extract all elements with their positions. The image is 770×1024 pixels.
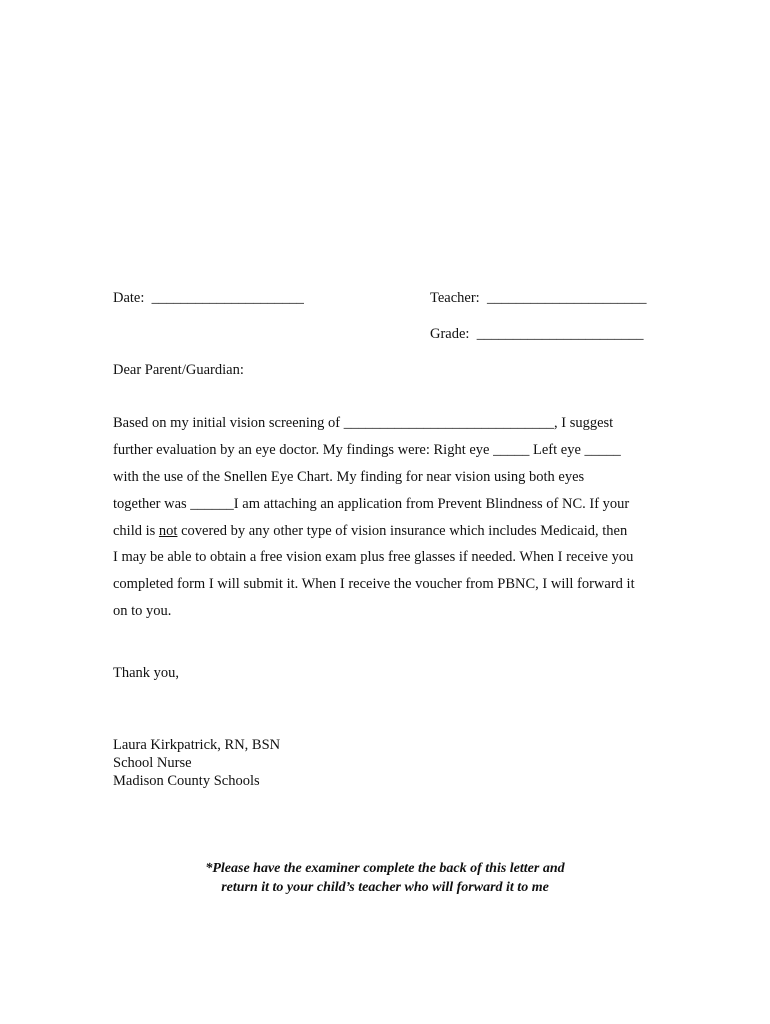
salutation: Dear Parent/Guardian: [113, 362, 244, 378]
body-line-7: completed form I will submit it. When I receive the voucher from PBNC, I will forward it [113, 576, 635, 592]
grade-blank: _______________________ [476, 326, 644, 342]
teacher-blank: ______________________ [486, 290, 647, 306]
body-line-2: further evaluation by an eye doctor. My findings were: Right eye _____ Left eye _____ [113, 442, 621, 458]
body-line-1: Based on my initial vision screening of _____________________________, I suggest [113, 415, 614, 431]
date-label: Date: [113, 290, 145, 306]
closing: Thank you, [113, 665, 180, 681]
body-line-6: I may be able to obtain a free vision exam plus free glasses if needed. When I receive you [113, 549, 634, 565]
footnote-line-1: *Please have the examiner complete the back of this letter and [205, 861, 565, 876]
grade-label: Grade: [430, 326, 470, 342]
signature-name: Laura Kirkpatrick, RN, BSN [113, 737, 281, 753]
teacher-label: Teacher: [430, 290, 480, 306]
body-line-5 [113, 523, 627, 539]
body-line-4: together was ______I am attaching an application from Prevent Blindness of NC. If your [113, 496, 630, 512]
emphasis-not: not [158, 523, 178, 539]
signature-title: School Nurse [113, 755, 192, 771]
footnote-line-2: return it to your child’s teacher who will forward it to me [221, 880, 549, 895]
signature-org: Madison County Schools [113, 773, 260, 789]
date-field [113, 290, 304, 307]
grade-field [430, 326, 643, 343]
teacher-field [430, 290, 646, 307]
date-blank: _____________________ [151, 290, 304, 306]
body-line-5-suffix: covered by any other type of vision insurance which includes Medicaid, then [177, 523, 628, 539]
body-line-3: with the use of the Snellen Eye Chart. My finding for near vision using both eyes [113, 469, 585, 485]
body-line-5-prefix: child is [113, 523, 159, 539]
body-line-8: on to you. [113, 603, 172, 619]
